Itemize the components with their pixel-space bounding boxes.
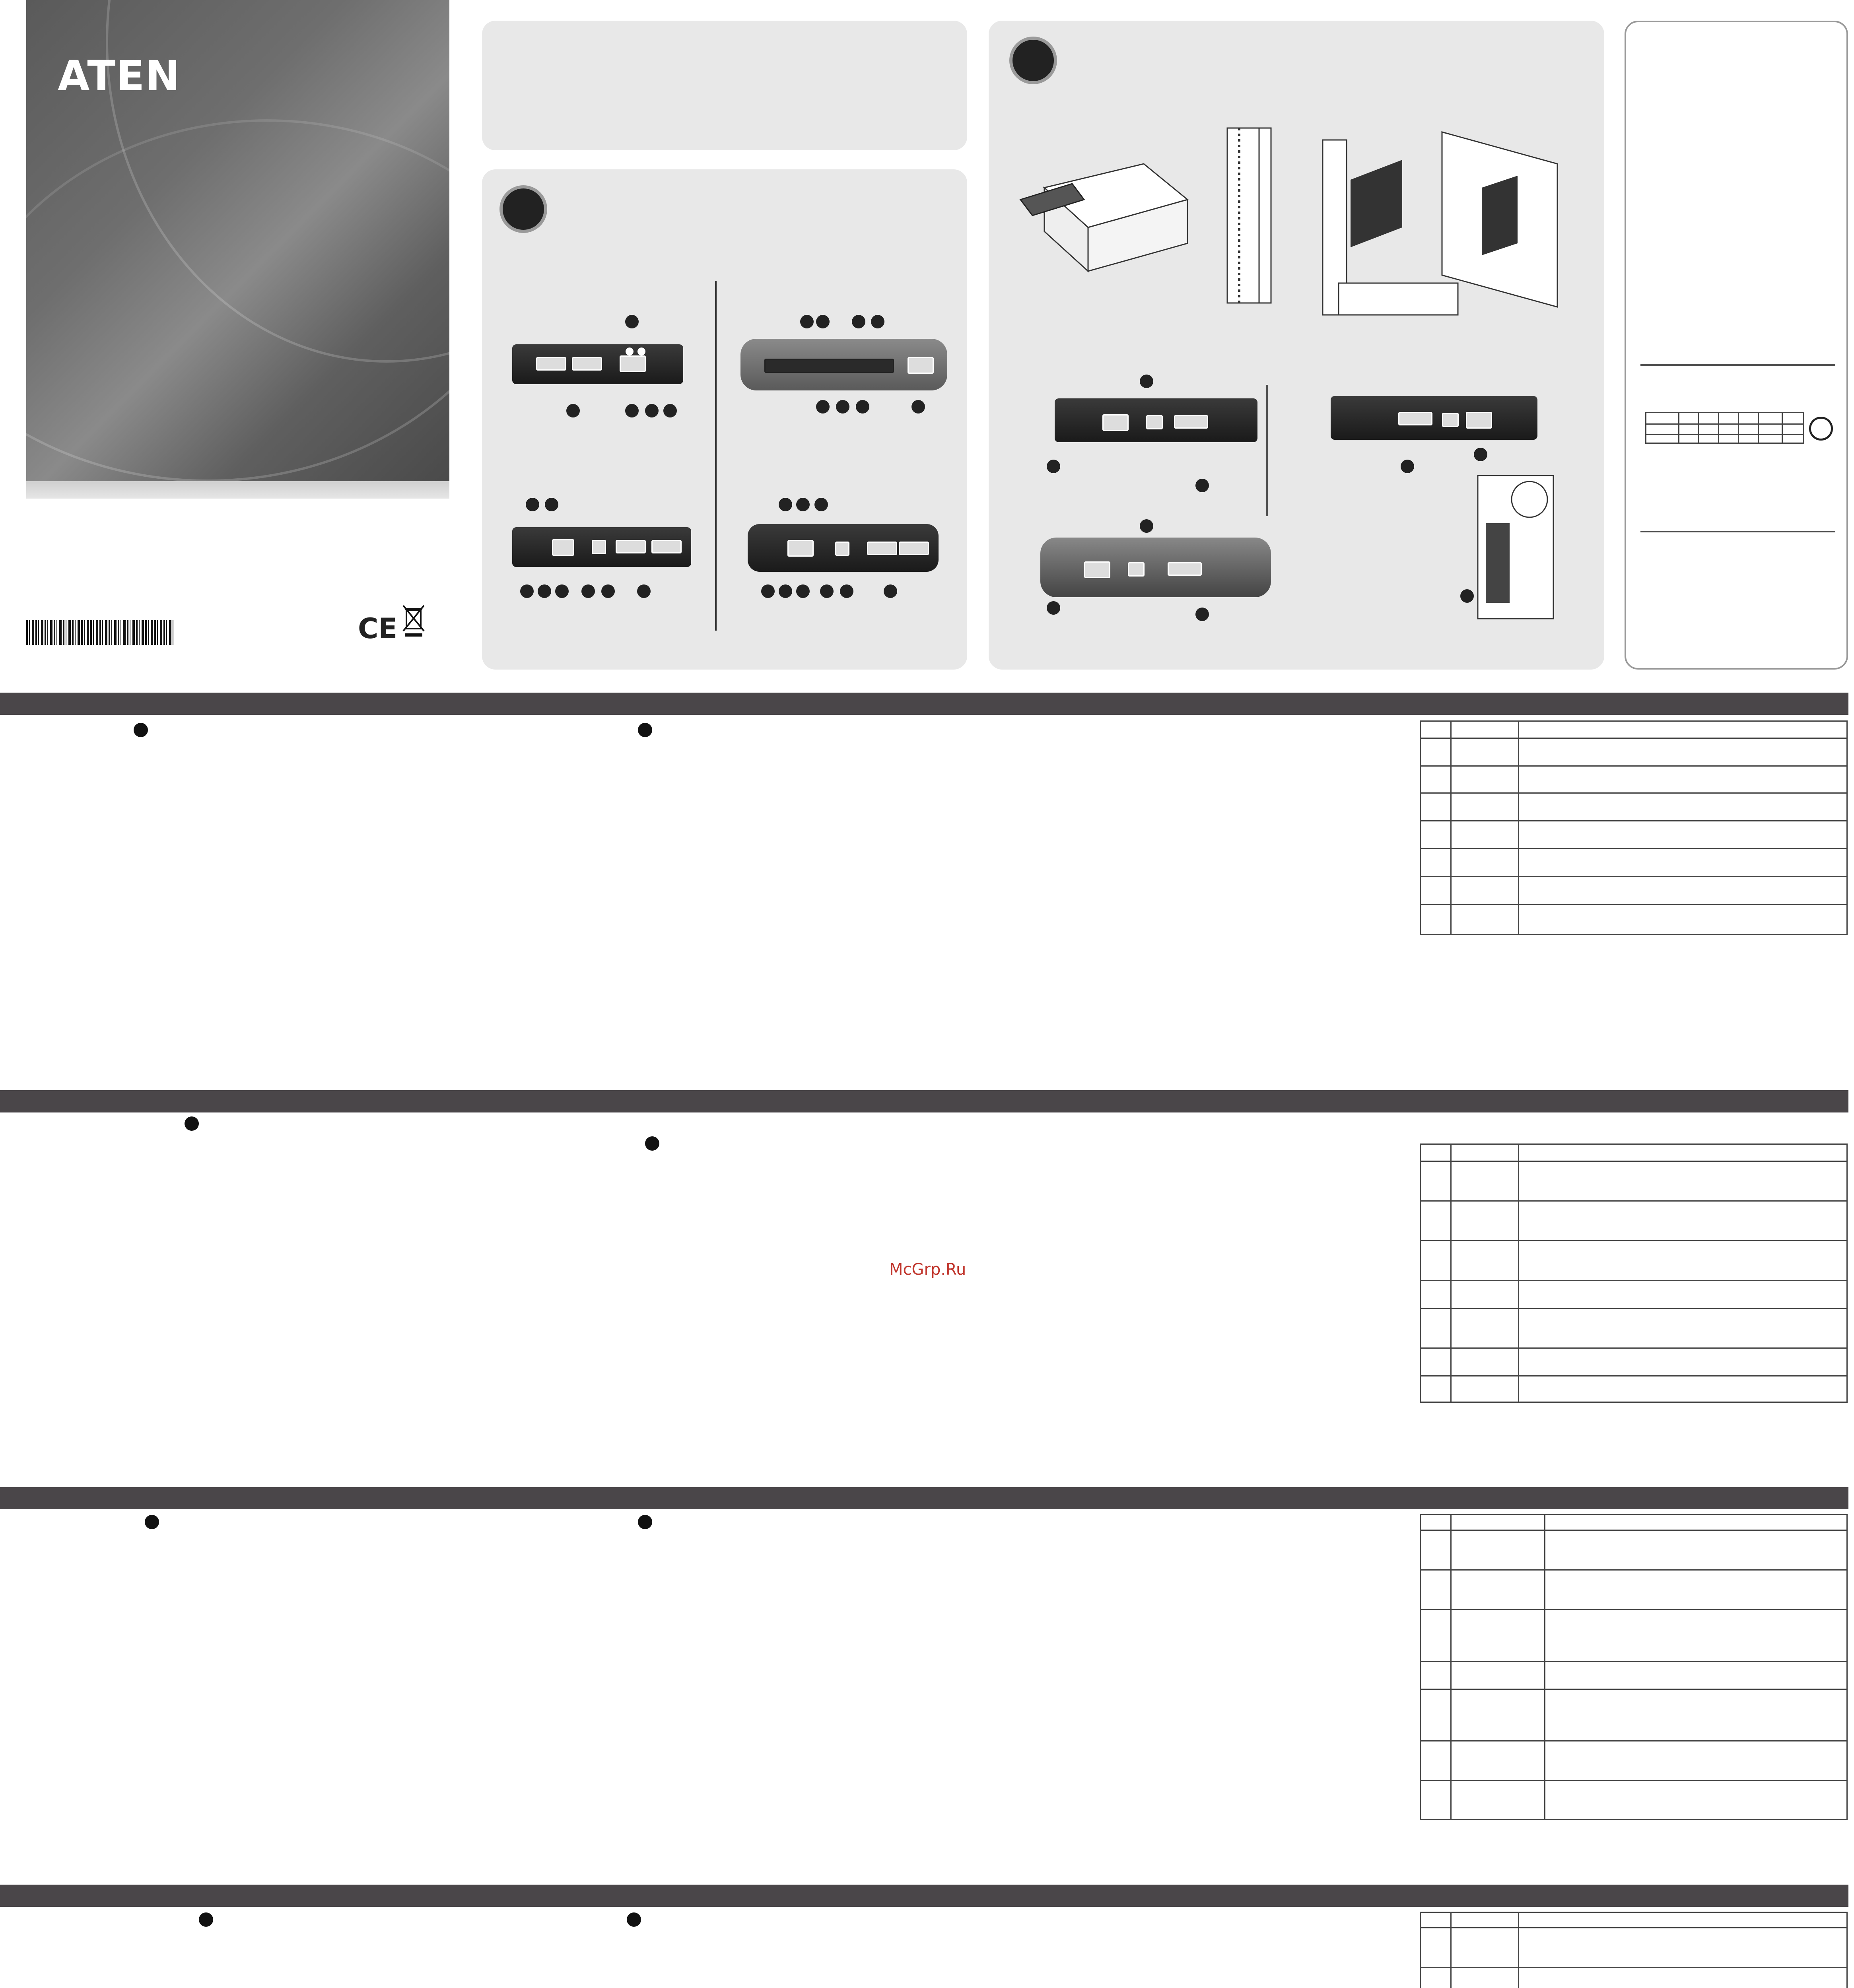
section-step-dot xyxy=(638,723,652,737)
efup-20-icon xyxy=(1809,417,1833,441)
device-front-2 xyxy=(740,339,947,390)
computer-tower-drawing xyxy=(1470,468,1561,627)
callout-dot xyxy=(1047,601,1060,615)
callout-dot xyxy=(637,584,651,598)
callout-dot xyxy=(779,498,792,511)
callout-dot xyxy=(1401,460,1414,473)
callout-dot xyxy=(840,584,853,598)
divider xyxy=(1640,531,1835,532)
callout-dot xyxy=(601,584,615,598)
callout-dot xyxy=(538,584,551,598)
spec-table xyxy=(1420,720,1848,935)
device-rear-2 xyxy=(748,524,939,572)
divider xyxy=(715,281,717,631)
connection-device-2 xyxy=(1040,538,1271,597)
section-step-dot xyxy=(145,1515,159,1529)
callout-dot xyxy=(625,315,639,328)
callout-dot xyxy=(645,404,659,417)
connection-device-3 xyxy=(1331,396,1537,440)
compliance-column xyxy=(1625,21,1848,670)
callout-dot xyxy=(520,584,534,598)
watermark: McGrp.Ru xyxy=(889,1260,966,1279)
cover-swirl xyxy=(26,119,449,481)
section-step-dot xyxy=(627,1912,641,1927)
package-panel xyxy=(482,21,967,150)
wall-mount-drawing xyxy=(1438,124,1569,315)
step-badge xyxy=(499,185,547,233)
callout-dot xyxy=(836,400,849,414)
weee-bin-icon xyxy=(402,602,426,638)
callout-dot xyxy=(581,584,595,598)
callout-dot xyxy=(1140,519,1153,533)
callout-dot xyxy=(545,498,558,511)
callout-dot xyxy=(871,315,884,328)
callout-dot xyxy=(911,400,925,414)
section-bar xyxy=(0,1885,1848,1907)
callout-dot xyxy=(796,498,810,511)
cover-footer-strip xyxy=(26,481,449,499)
callout-dot xyxy=(884,584,897,598)
barcode xyxy=(26,620,173,645)
callout-dot xyxy=(800,315,814,328)
callout-dot xyxy=(1195,608,1209,621)
callout-dot xyxy=(1047,460,1060,473)
ce-mark: CE xyxy=(358,612,398,645)
callout-dot xyxy=(820,584,834,598)
spec-table xyxy=(1420,1912,1848,1988)
callout-dot xyxy=(566,404,580,417)
callout-dot xyxy=(779,584,792,598)
device-front-1 xyxy=(512,344,683,384)
callout-dot xyxy=(814,498,828,511)
rack-bracket-drawing xyxy=(1013,140,1195,283)
callout-dot xyxy=(1474,448,1487,461)
section-step-dot xyxy=(199,1912,213,1927)
callout-dot xyxy=(1140,375,1153,388)
spec-table xyxy=(1420,1514,1848,1820)
section-step-dot xyxy=(134,723,148,737)
callout-dot xyxy=(816,315,830,328)
section-step-dot xyxy=(638,1515,652,1529)
hazardous-substance-table xyxy=(1645,412,1804,444)
device-rear-1 xyxy=(512,527,691,567)
cable-line xyxy=(1266,385,1268,516)
hardware-review-panel xyxy=(482,169,967,670)
section-bar xyxy=(0,1487,1848,1509)
rack-rail-drawing xyxy=(1219,124,1279,307)
connection-device-1 xyxy=(1055,398,1257,442)
callout-dot xyxy=(761,584,775,598)
callout-dot xyxy=(856,400,869,414)
callout-dot xyxy=(625,404,639,417)
callout-dot xyxy=(852,315,865,328)
callout-dot xyxy=(816,400,830,414)
installation-panel xyxy=(989,21,1604,670)
step-badge xyxy=(1009,37,1057,84)
callout-dot xyxy=(1195,479,1209,492)
callout-dot xyxy=(796,584,810,598)
callout-dot xyxy=(555,584,569,598)
section-bar xyxy=(0,1090,1848,1112)
section-step-dot xyxy=(185,1116,199,1131)
aten-logo: ATEN xyxy=(58,52,181,100)
section-bar xyxy=(0,693,1848,715)
callout-dot xyxy=(663,404,677,417)
callout-dot xyxy=(526,498,539,511)
section-step-dot xyxy=(645,1136,659,1151)
spec-table xyxy=(1420,1143,1848,1403)
divider xyxy=(1640,364,1835,366)
